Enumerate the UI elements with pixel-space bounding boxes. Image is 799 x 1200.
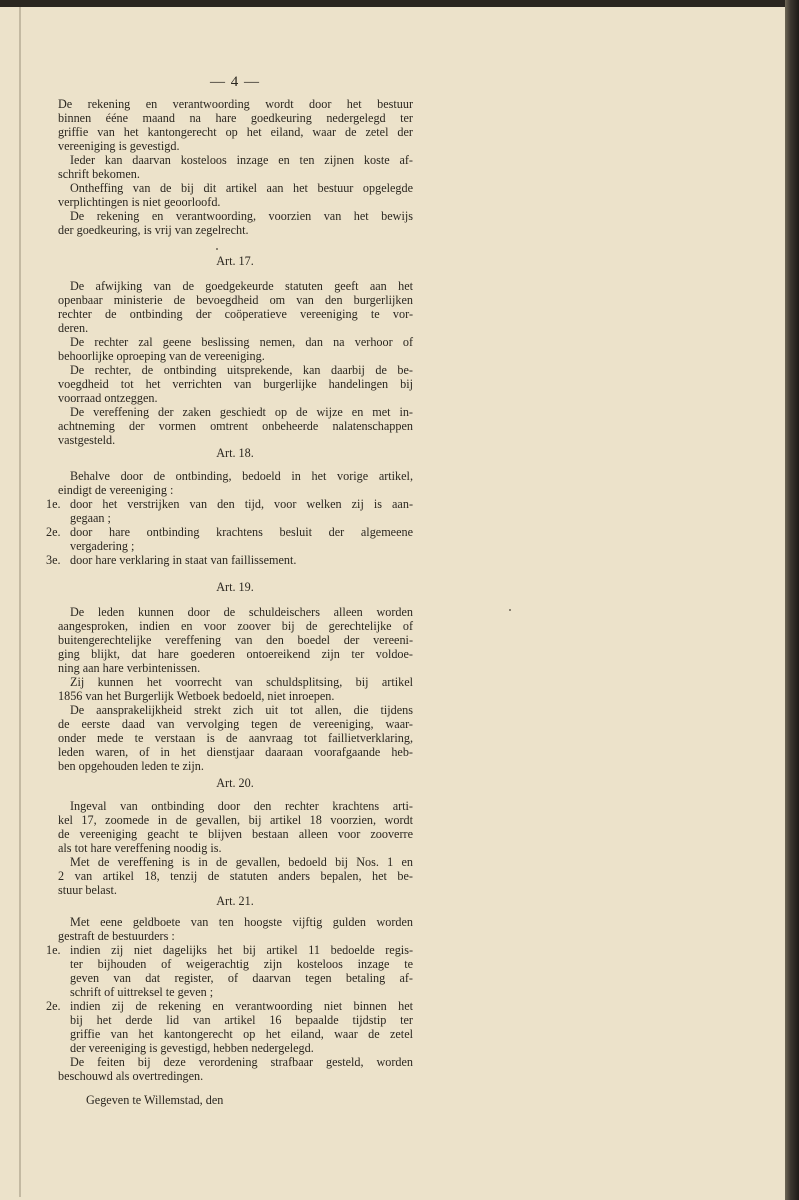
text-line: Ieder kan daarvan kosteloos inzage en ten zijnen koste af- xyxy=(70,153,413,167)
text-line: schrift of uittreksel te geven ; xyxy=(70,985,214,999)
text-line: De leden kunnen door de schuldeischers alleen worden xyxy=(70,605,413,619)
list-number: 1e. xyxy=(46,497,61,511)
text-line: indien zij niet dagelijks het bij artikel 11 bedoelde regis- xyxy=(70,943,413,957)
text-line: De rechter, de ontbinding uitsprekende, kan daarbij de be- xyxy=(70,363,413,377)
text-line: verplichtingen is niet geoorloofd. xyxy=(58,195,221,209)
text-line: 1856 van het Burgerlijk Wetboek bedoeld, niet inroepen. xyxy=(58,689,335,703)
text-line: rechter de ontbinding der coöperatieve vereeniging te vor- xyxy=(58,307,413,321)
text-line: De rekening en verantwoording wordt door het bestuur xyxy=(58,97,413,111)
text-line: behoorlijke oproeping van de vereeniging. xyxy=(58,349,265,363)
text-line: der goedkeuring, is vrij van zegelrecht. xyxy=(58,223,249,237)
page-binding-fold xyxy=(19,7,21,1197)
text-line: bij het derde lid van artikel 16 bepaalde tijdstip ter xyxy=(70,1013,413,1027)
text-line: Behalve door de ontbinding, bedoeld in het vorige artikel, xyxy=(70,469,413,483)
paper-speck xyxy=(509,609,511,611)
text-line: Ontheffing van de bij dit artikel aan het bestuur opgelegde xyxy=(70,181,413,195)
text-line: geven van dat register, of daarvan tegen betaling af- xyxy=(70,971,413,985)
text-line: 2 van artikel 18, tenzij de statuten anders bepalen, het be- xyxy=(58,869,413,883)
text-line: gegaan ; xyxy=(70,511,111,525)
text-line: vastgesteld. xyxy=(58,433,116,447)
text-line: ter bijhouden of weigerachtig zijn kosteloos inzage te xyxy=(70,957,413,971)
text-line: vereeniging is gevestigd. xyxy=(58,139,180,153)
text-line: ben opgehouden leden te zijn. xyxy=(58,759,204,773)
scan-top-edge xyxy=(0,0,799,7)
text-line: der vereeniging is gevestigd, hebben nedergelegd. xyxy=(70,1041,314,1055)
article-heading: Art. 20. xyxy=(216,776,254,790)
text-line: Met eene geldboete van ten hoogste vijftig gulden worden xyxy=(70,915,413,929)
text-line: eindigt de vereeniging : xyxy=(58,483,174,497)
text-line: achtneming der vormen omtrent onbeheerde nalatenschappen xyxy=(58,419,413,433)
list-number: 2e. xyxy=(46,999,61,1013)
text-line: vergadering ; xyxy=(70,539,135,553)
paper-speck xyxy=(216,248,218,250)
article-heading: Art. 21. xyxy=(216,894,254,908)
text-line: als tot hare vereffening noodig is. xyxy=(58,841,222,855)
text-line: de eerste daad van vervolging tegen de vereeniging, waar- xyxy=(58,717,413,731)
text-line: Met de vereffening is in de gevallen, bedoeld bij Nos. 1 en xyxy=(70,855,413,869)
text-line: binnen ééne maand na hare goedkeuring nedergelegd ter xyxy=(58,111,413,125)
closing-line: Gegeven te Willemstad, den xyxy=(86,1093,224,1107)
text-line: griffie van het kantongerecht op het eiland, waar de zetel der xyxy=(58,125,413,139)
list-number: 1e. xyxy=(46,943,61,957)
text-line: door hare verklaring in staat van faillissement. xyxy=(70,553,297,567)
article-heading: Art. 18. xyxy=(216,446,254,460)
text-line: door het verstrijken van den tijd, voor welken zij is aan- xyxy=(70,497,413,511)
article-heading: Art. 19. xyxy=(216,580,254,594)
text-line: voorraad ontzeggen. xyxy=(58,391,158,405)
text-line: De feiten bij deze verordening strafbaar gesteld, worden xyxy=(70,1055,413,1069)
list-number: 2e. xyxy=(46,525,61,539)
text-line: De vereffening der zaken geschiedt op de wijze en met in- xyxy=(70,405,413,419)
page-number: — 4 — xyxy=(210,74,260,90)
text-line: de vereeniging geacht te blijven bestaan alleen voor zooverre xyxy=(58,827,413,841)
text-line: ging blijkt, dat hare goederen ontoereikend zijn ter voldoe- xyxy=(58,647,413,661)
text-line: De rechter zal geene beslissing nemen, dan na verhoor of xyxy=(70,335,413,349)
text-line: openbaar ministerie de bevoegdheid om van den burgerlijken xyxy=(58,293,413,307)
text-line: Zij kunnen het voorrecht van schuldsplitsing, bij artikel xyxy=(70,675,413,689)
article-heading: Art. 17. xyxy=(216,254,254,268)
text-line: De aansprakelijkheid strekt zich uit tot allen, die tijdens xyxy=(70,703,413,717)
text-line: aangesproken, indien en voor zoover bij de gerechtelijke of xyxy=(58,619,413,633)
scan-right-edge xyxy=(785,0,799,1200)
text-line: onder mede te verstaan is de aanvraag tot faillietverklaring, xyxy=(58,731,413,745)
text-line: beschouwd als overtredingen. xyxy=(58,1069,204,1083)
text-line: ning aan hare verbintenissen. xyxy=(58,661,201,675)
text-line: door hare ontbinding krachtens besluit der algemeene xyxy=(70,525,413,539)
text-line: griffie van het kantongerecht op het eiland, waar de zetel xyxy=(70,1027,413,1041)
text-line: stuur belast. xyxy=(58,883,117,897)
text-line: De rekening en verantwoording, voorzien van het bewijs xyxy=(70,209,413,223)
text-line: schrift bekomen. xyxy=(58,167,140,181)
text-line: Ingeval van ontbinding door den rechter krachtens arti- xyxy=(70,799,413,813)
text-line: leden waren, of in het dienstjaar daaraan voorafgaande heb- xyxy=(58,745,413,759)
text-line: gestraft de bestuurders : xyxy=(58,929,175,943)
text-line: buitengerechtelijke vereffening van den boedel der vereeni- xyxy=(58,633,413,647)
text-line: kel 17, zoomede in de gevallen, bij artikel 18 voorzien, wordt xyxy=(58,813,413,827)
text-line: deren. xyxy=(58,321,89,335)
text-line: De afwijking van de goedgekeurde statuten geeft aan het xyxy=(70,279,413,293)
text-line: voegdheid tot het verrichten van burgerlijke handelingen bij xyxy=(58,377,413,391)
text-line: indien zij de rekening en verantwoording niet binnen het xyxy=(70,999,413,1013)
list-number: 3e. xyxy=(46,553,61,567)
